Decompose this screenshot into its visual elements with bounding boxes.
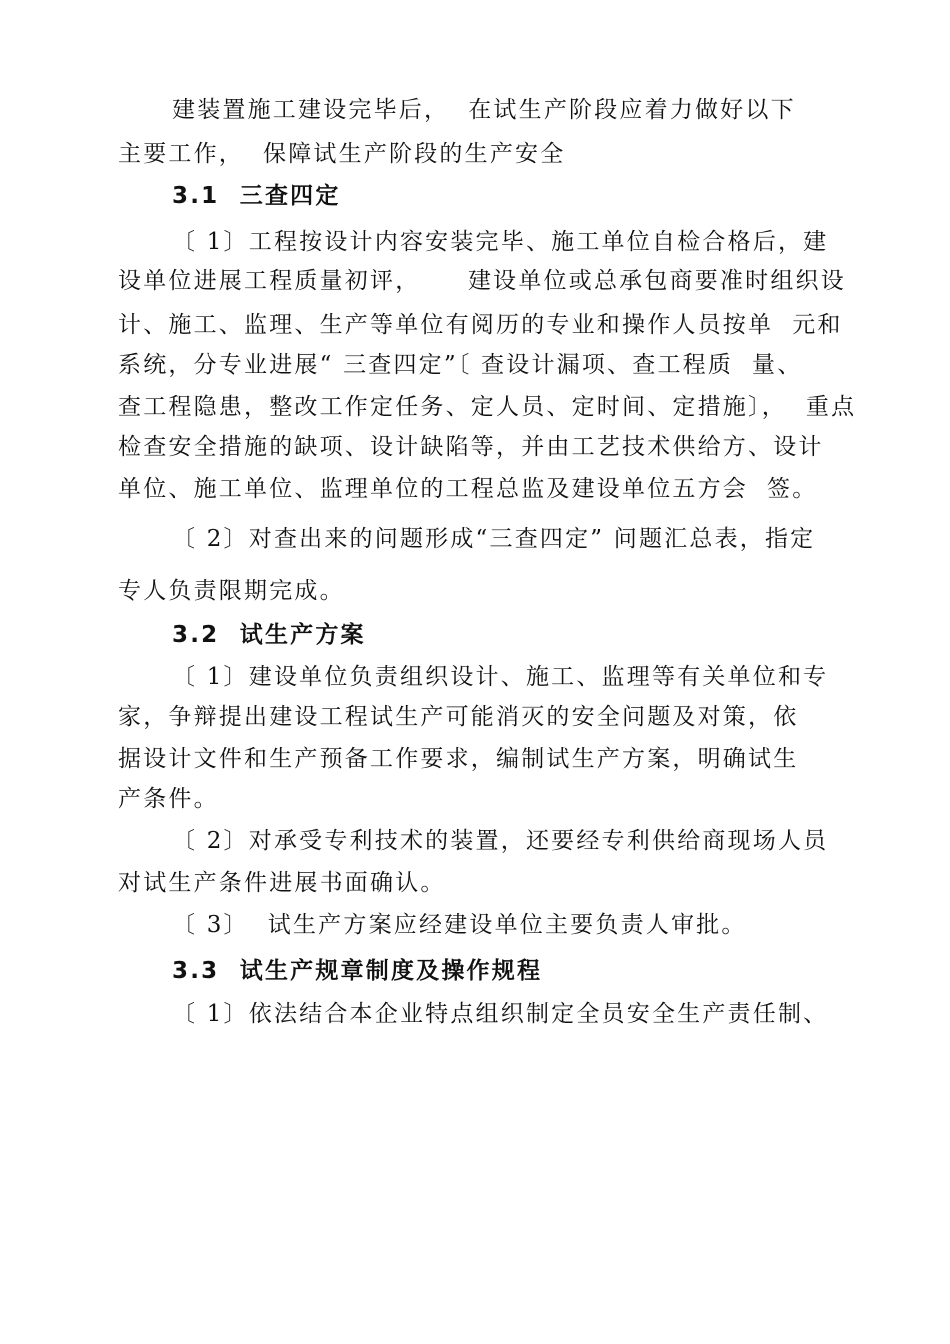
section-heading-3-3: 3.3 试生产规章制度及操作规程 xyxy=(172,958,543,984)
paragraph-line: 系统，分专业进展“ 三查四定”〔 查设计漏项、查工程质 量、 xyxy=(118,352,803,378)
paragraph-line: 〔 1〕依法结合本企业特点组织制定全员安全生产责任制、 xyxy=(172,1001,829,1027)
paragraph-line: 〔 2〕对查出来的问题形成“三查四定” 问题汇总表，指定 xyxy=(172,526,816,552)
section-heading-3-2: 3.2 试生产方案 xyxy=(172,622,366,648)
paragraph-line: 〔 2〕对承受专利技术的装置，还要经专利供给商现场人员 xyxy=(172,828,829,854)
paragraph-line: 查工程隐患，整改工作定任务、定人员、定时间、定措施〕， 重点 xyxy=(118,394,857,420)
paragraph-line: 单位、施工单位、监理单位的工程总监及建设单位五方会 签。 xyxy=(118,476,818,502)
paragraph-line: 〔 1〕工程按设计内容安装完毕、施工单位自检合格后，建 xyxy=(172,229,829,255)
intro-line-1: 建装置施工建设完毕后， 在试生产阶段应着力做好以下 xyxy=(172,97,796,123)
paragraph-line: 〔 3〕 试生产方案应经建设单位主要负责人审批。 xyxy=(172,912,747,938)
paragraph-line: 设单位进展工程质量初评， 建设单位或总承包商要准时组织设 xyxy=(118,268,846,294)
paragraph-line: 检查安全措施的缺项、设计缺陷等，并由工艺技术供给方、设计 xyxy=(118,434,824,460)
paragraph-line: 〔 1〕建设单位负责组织设计、施工、监理等有关单位和专 xyxy=(172,664,829,690)
intro-line-2: 主要工作， 保障试生产阶段的生产安全 xyxy=(118,141,566,167)
paragraph-line: 专人负责限期完成。 xyxy=(118,578,345,604)
paragraph-line: 据设计文件和生产预备工作要求，编制试生产方案，明确试生 xyxy=(118,746,799,772)
section-heading-3-1: 3.1 三查四定 xyxy=(172,183,341,209)
paragraph-line: 产条件。 xyxy=(118,786,219,812)
paragraph-line: 计、施工、监理、生产等单位有阅历的专业和操作人员按单 元和 xyxy=(118,312,843,338)
paragraph-line: 家，争辩提出建设工程试生产可能消灭的安全问题及对策，依 xyxy=(118,704,799,730)
paragraph-line: 对试生产条件进展书面确认。 xyxy=(118,870,446,896)
